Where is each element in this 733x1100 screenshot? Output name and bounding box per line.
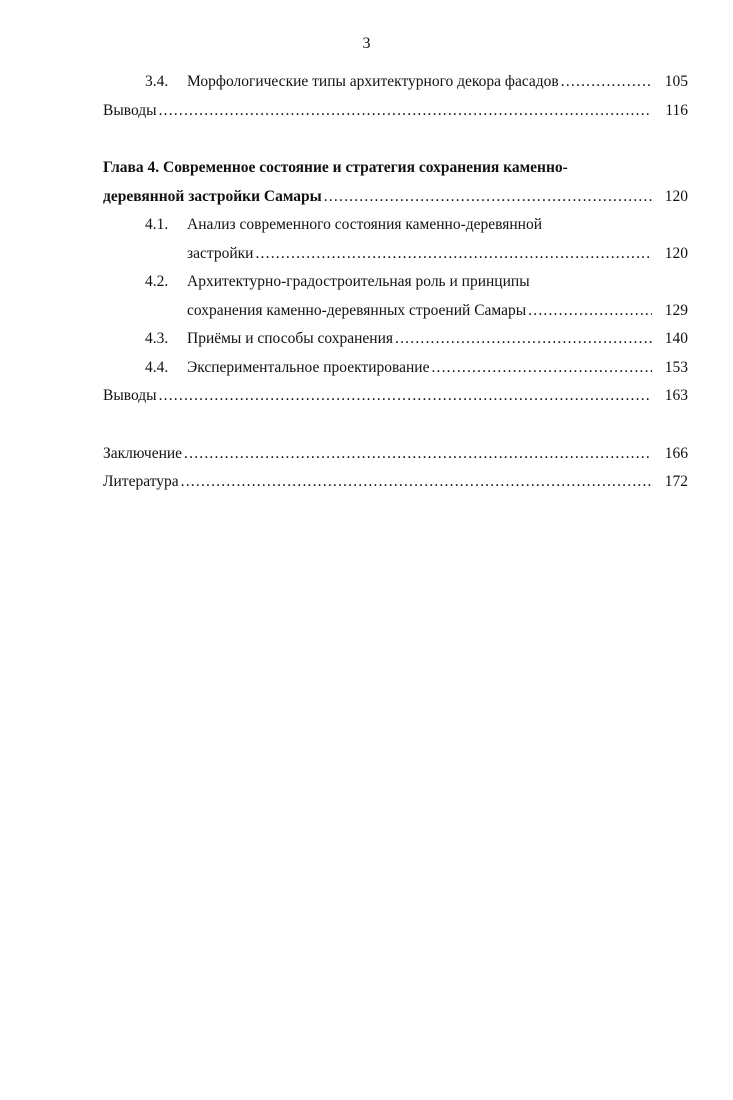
toc-entry-4-2[interactable] — [103, 268, 688, 297]
toc-entry-page: 153 — [664, 358, 688, 376]
toc-entry-4-3[interactable] — [103, 325, 688, 354]
dot-leader — [181, 468, 652, 497]
toc-entry-4-4[interactable] — [103, 354, 688, 383]
dot-leader — [184, 440, 652, 469]
toc-entry-conclusion[interactable] — [103, 440, 688, 469]
chapter-4-heading-line2[interactable] — [103, 183, 688, 212]
toc-entry-page: 105 — [664, 73, 688, 90]
toc-entry-conclusions-3[interactable] — [103, 97, 688, 126]
toc-entry-number: 4.3. — [145, 330, 169, 347]
spacer — [103, 125, 688, 154]
toc-entry-page: 163 — [664, 387, 688, 404]
toc-entry-number: 3.4. — [145, 73, 169, 90]
dot-leader — [528, 297, 652, 326]
spacer — [103, 411, 688, 440]
toc-entry-4-2-continued[interactable] — [103, 297, 688, 326]
dot-leader — [324, 183, 652, 212]
dot-leader — [561, 68, 652, 97]
toc-entry-title: Морфологические типы архитектурного декора фасадов — [187, 73, 559, 90]
toc-entry-number: 4.2. — [145, 273, 169, 290]
toc-entry-title: Анализ современного состояния каменно-деревянной — [187, 216, 543, 233]
toc-entry-title: Выводы — [103, 387, 157, 404]
dot-leader — [395, 325, 652, 354]
toc-entry-4-1[interactable] — [103, 211, 688, 240]
toc-entry-page: 140 — [664, 330, 688, 347]
page-number: 3 — [362, 35, 371, 52]
toc-entry-page: 166 — [664, 444, 688, 462]
toc-entry-page: 116 — [665, 101, 688, 119]
dot-leader — [159, 97, 652, 126]
toc-entry-4-1-continued[interactable] — [103, 240, 688, 269]
table-of-contents — [103, 68, 688, 497]
toc-entry-title-continued: сохранения каменно-деревянных строений Самары — [187, 301, 527, 319]
toc-entry-title: Архитектурно-градостроительная роль и принципы — [187, 273, 530, 290]
toc-entry-page: 120 — [664, 244, 688, 262]
chapter-4-heading-line1[interactable] — [103, 154, 688, 183]
toc-entry-3-4[interactable] — [103, 68, 688, 97]
dot-leader — [431, 354, 652, 383]
toc-entry-title-continued: застройки — [187, 244, 254, 262]
dot-leader — [255, 240, 652, 269]
toc-entry-page: 172 — [664, 473, 688, 490]
chapter-title-continued: деревянной застройки Самары — [103, 187, 322, 205]
toc-entry-page: 129 — [664, 301, 688, 319]
toc-entry-page: 120 — [664, 187, 688, 205]
toc-entry-literature[interactable] — [103, 468, 688, 497]
dot-leader — [159, 382, 652, 411]
toc-entry-title: Литература — [103, 473, 179, 490]
toc-entry-title: Заключение — [103, 444, 183, 462]
chapter-title: Глава 4. Современное состояние и стратегия сохранения каменно- — [103, 159, 568, 176]
toc-entry-conclusions-4[interactable] — [103, 382, 688, 411]
toc-entry-title: Выводы — [103, 101, 157, 119]
toc-entry-title: Экспериментальное проектирование — [187, 358, 430, 376]
toc-entry-number: 4.4. — [145, 358, 169, 376]
toc-entry-title: Приёмы и способы сохранения — [187, 330, 394, 347]
toc-entry-number: 4.1. — [145, 216, 169, 233]
